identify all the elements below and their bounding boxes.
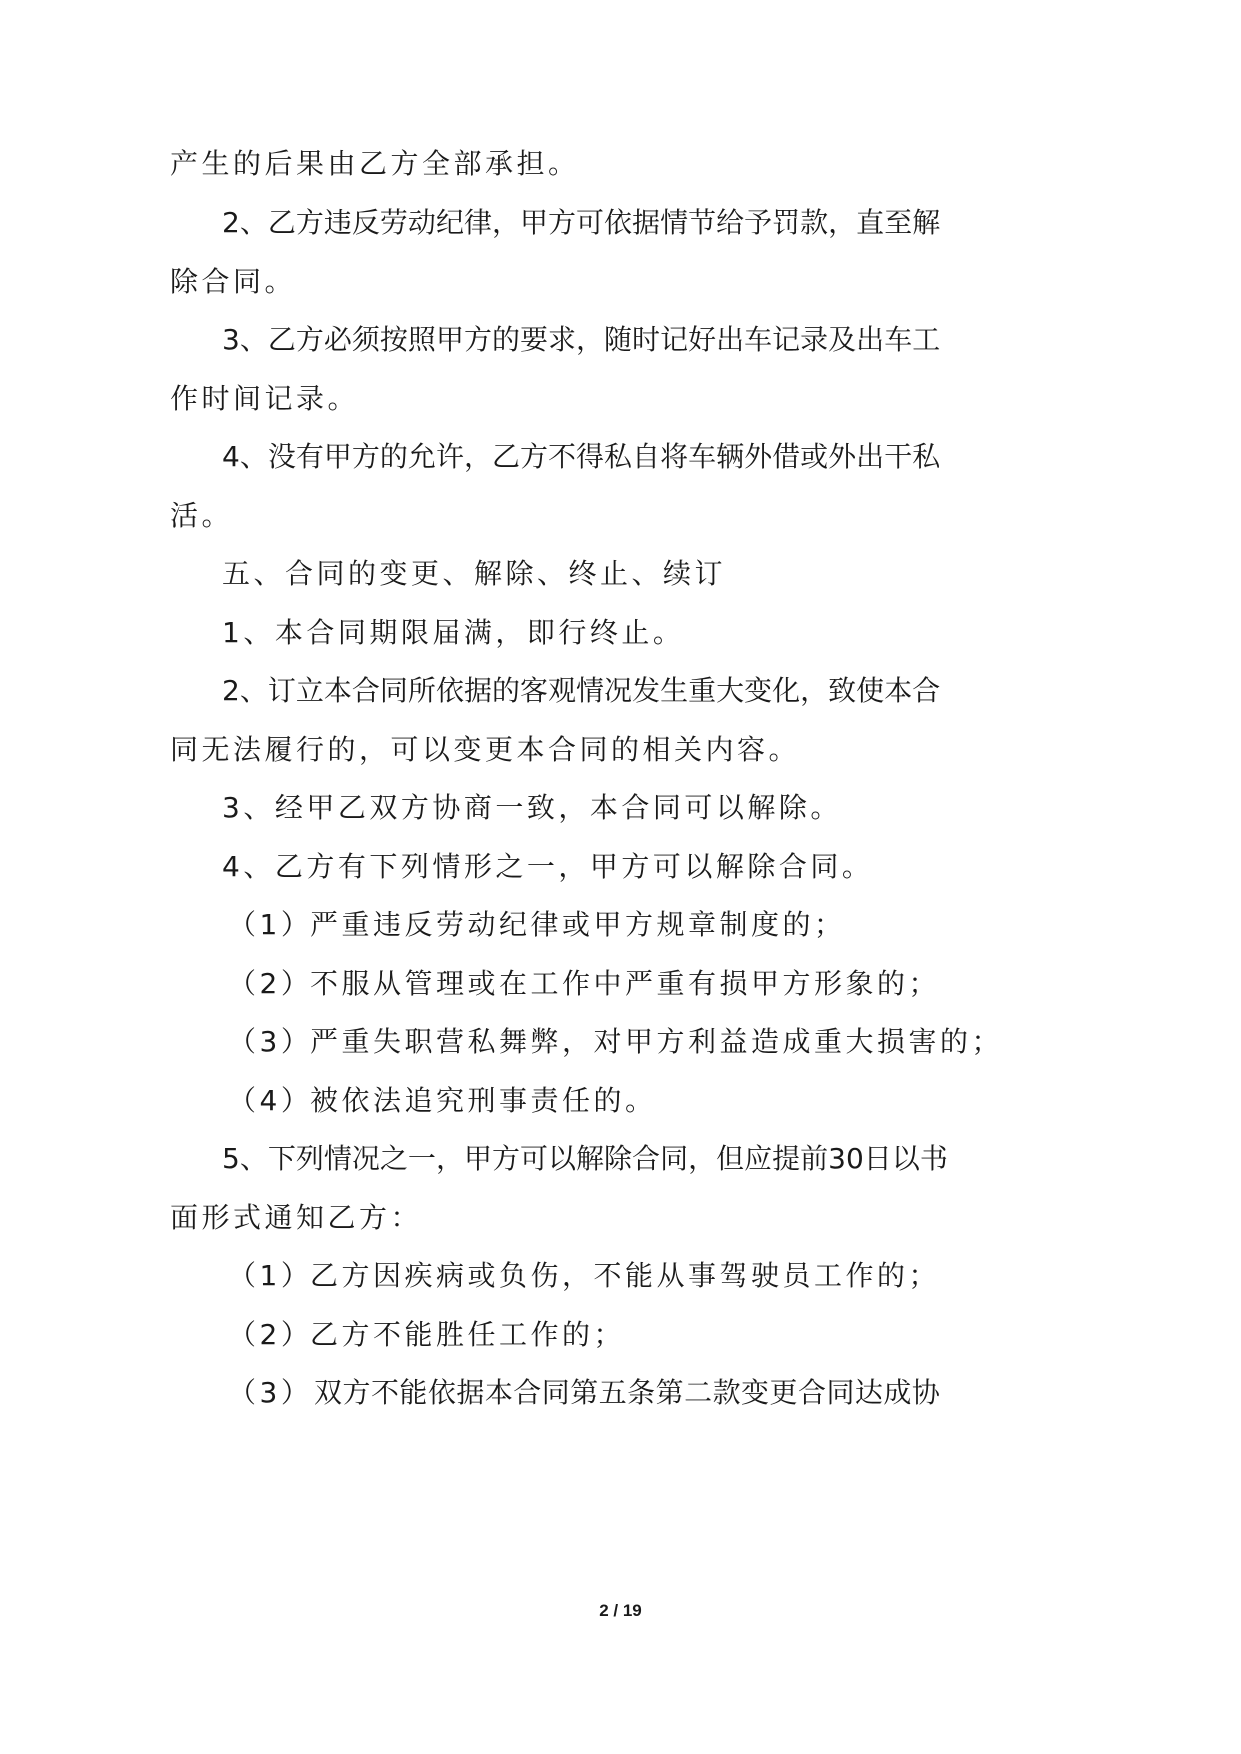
paragraph-line: 1、本合同期限届满，即行终止。	[222, 616, 685, 649]
paragraph-line: 活。	[170, 499, 234, 532]
text-glyph: 应	[744, 1142, 773, 1175]
text-glyph: 条	[627, 1376, 656, 1409]
text-glyph: 方	[295, 206, 324, 239]
text-glyph: 订	[267, 674, 296, 707]
text-glyph: 致	[828, 674, 857, 707]
text-glyph: 及	[828, 323, 857, 356]
text-glyph: 动	[407, 206, 436, 239]
list-item	[228, 907, 312, 943]
list-item-text-justified	[314, 1375, 940, 1411]
text-glyph: 至	[884, 206, 913, 239]
text-glyph: 日	[863, 1142, 892, 1175]
text-glyph: 本	[884, 674, 913, 707]
text-glyph: 律	[463, 206, 492, 239]
text-glyph: 但	[716, 1142, 745, 1175]
list-item-number: （4）	[228, 1084, 313, 1117]
list-item-text: 乙方因疾病或负伤，不能从事驾驶员工作的；	[310, 1259, 941, 1292]
text-glyph: 以	[891, 1142, 920, 1175]
text-glyph: 据	[456, 1376, 485, 1409]
text-glyph: 的	[379, 440, 408, 473]
text-glyph: 情	[576, 674, 605, 707]
text-glyph: 须	[351, 323, 380, 356]
text-glyph: 合	[912, 674, 941, 707]
text-glyph: 可	[519, 1142, 548, 1175]
paragraph-line: 产生的后果由乙方全部承担。	[170, 147, 580, 180]
text-glyph: 车	[688, 440, 717, 473]
text-glyph: ，	[800, 674, 829, 707]
text-glyph: 、	[239, 206, 268, 239]
list-item	[228, 1083, 312, 1119]
text-glyph: 照	[407, 323, 436, 356]
text-glyph: 方	[548, 206, 577, 239]
text-glyph: 款	[712, 1376, 741, 1409]
paragraph-line: 4、乙方有下列情形之一，甲方可以解除合同。	[222, 850, 874, 883]
paragraph-line: 同无法履行的，可以变更本合同的相关内容。	[170, 733, 801, 766]
text-glyph: 甲	[435, 323, 464, 356]
text-glyph: 之	[379, 1142, 408, 1175]
text-glyph: 30	[828, 1142, 864, 1175]
text-glyph: 纪	[435, 206, 464, 239]
text-glyph: 方	[351, 440, 380, 473]
text-glyph: 没	[267, 440, 296, 473]
text-glyph: 的	[491, 323, 520, 356]
list-item	[228, 966, 312, 1002]
list-item-text: 严重失职营私舞弊，对甲方利益造成重大损害的；	[310, 1025, 1004, 1058]
text-glyph: 列	[295, 1142, 324, 1175]
text-glyph: 予	[744, 206, 773, 239]
text-glyph: 生	[660, 674, 689, 707]
text-glyph: 劳	[379, 206, 408, 239]
text-glyph: 合	[351, 674, 380, 707]
text-glyph: 五	[598, 1376, 627, 1409]
text-glyph: 可	[576, 206, 605, 239]
text-glyph: 一	[407, 1142, 436, 1175]
text-glyph: 方	[463, 323, 492, 356]
paragraph-line: 面形式通知乙方：	[170, 1201, 423, 1234]
text-glyph: 更	[769, 1376, 798, 1409]
text-glyph: 不	[370, 1376, 399, 1409]
text-glyph: 求	[548, 323, 577, 356]
list-item-text: 乙方不能胜任工作的；	[310, 1318, 626, 1351]
text-glyph: 违	[323, 206, 352, 239]
text-glyph: 2	[222, 206, 240, 239]
text-glyph: 时	[632, 323, 661, 356]
list-item-text: 严重违反劳动纪律或甲方规章制度的；	[310, 908, 846, 941]
text-glyph: 据	[463, 674, 492, 707]
list-item-number: （1）	[228, 908, 313, 941]
text-glyph: 依	[427, 1376, 456, 1409]
list-item-number: （3）	[228, 1025, 313, 1058]
text-glyph: 同	[541, 1376, 570, 1409]
text-glyph: 甲	[463, 1142, 492, 1175]
list-item	[228, 1317, 312, 1353]
text-glyph: 能	[399, 1376, 428, 1409]
list-item	[228, 1375, 312, 1411]
text-glyph: 同	[826, 1376, 855, 1409]
text-glyph: 自	[632, 440, 661, 473]
text-glyph: 同	[379, 674, 408, 707]
text-glyph: 、	[239, 323, 268, 356]
list-item-text: 被依法追究刑事责任的。	[310, 1084, 657, 1117]
page-number: 2 / 19	[599, 1601, 642, 1620]
text-glyph: 外	[828, 440, 857, 473]
text-glyph: 所	[407, 674, 436, 707]
text-glyph: 合	[632, 1142, 661, 1175]
text-glyph: 甲	[323, 440, 352, 473]
text-glyph: 录	[800, 323, 829, 356]
text-glyph: ，	[491, 206, 520, 239]
text-glyph: 第	[655, 1376, 684, 1409]
text-glyph: 给	[716, 206, 745, 239]
text-glyph: 重	[688, 674, 717, 707]
text-glyph: 私	[912, 440, 941, 473]
text-glyph: 乙	[267, 323, 296, 356]
text-glyph: 况	[604, 674, 633, 707]
text-glyph: 、	[239, 440, 268, 473]
text-glyph: 依	[435, 674, 464, 707]
text-glyph: 节	[688, 206, 717, 239]
text-glyph: 同	[660, 1142, 689, 1175]
text-glyph: 甲	[519, 206, 548, 239]
text-glyph: 款	[800, 206, 829, 239]
text-glyph: 车	[744, 323, 773, 356]
text-glyph: 第	[570, 1376, 599, 1409]
text-glyph: 变	[741, 1376, 770, 1409]
text-glyph: 情	[323, 1142, 352, 1175]
paragraph-line-justified	[222, 1141, 948, 1177]
text-glyph: 或	[800, 440, 829, 473]
text-glyph: 干	[884, 440, 913, 473]
text-glyph: 出	[856, 440, 885, 473]
text-glyph: 不	[548, 440, 577, 473]
list-item-text: 不服从管理或在工作中严重有损甲方形象的；	[310, 967, 941, 1000]
text-glyph: 情	[660, 206, 689, 239]
text-glyph: 双	[314, 1376, 343, 1409]
paragraph-line-justified	[222, 205, 940, 241]
section-heading: 五、合同的变更、解除、终止、续订	[222, 557, 727, 590]
text-glyph: 下	[267, 1142, 296, 1175]
text-glyph: 提	[772, 1142, 801, 1175]
text-glyph: 记	[772, 323, 801, 356]
text-glyph: 大	[716, 674, 745, 707]
text-glyph: 以	[548, 1142, 577, 1175]
text-glyph: 、	[239, 1142, 268, 1175]
text-glyph: 协	[911, 1376, 940, 1409]
list-item-number: （2）	[228, 967, 313, 1000]
text-glyph: 况	[351, 1142, 380, 1175]
text-glyph: 允	[407, 440, 436, 473]
text-glyph: 达	[854, 1376, 883, 1409]
text-glyph: 、	[239, 674, 268, 707]
text-glyph: 乙	[267, 206, 296, 239]
text-glyph: 直	[856, 206, 885, 239]
text-glyph: 罚	[772, 206, 801, 239]
text-glyph: 合	[797, 1376, 826, 1409]
paragraph-line: 除合同。	[170, 265, 297, 298]
text-glyph: 借	[772, 440, 801, 473]
text-glyph: 得	[576, 440, 605, 473]
text-glyph: 反	[351, 206, 380, 239]
text-glyph: 3	[222, 323, 240, 356]
text-glyph: 书	[919, 1142, 948, 1175]
text-glyph: ，	[463, 440, 492, 473]
text-glyph: 2	[222, 674, 240, 707]
text-glyph: 5	[222, 1142, 240, 1175]
text-glyph: 本	[484, 1376, 513, 1409]
text-glyph: 出	[856, 323, 885, 356]
text-glyph: ，	[435, 1142, 464, 1175]
text-glyph: 据	[632, 206, 661, 239]
text-glyph: 立	[295, 674, 324, 707]
text-glyph: 解	[576, 1142, 605, 1175]
text-glyph: 许	[435, 440, 464, 473]
list-item-number: （1）	[228, 1259, 313, 1292]
text-glyph: 按	[379, 323, 408, 356]
text-glyph: 方	[519, 440, 548, 473]
text-glyph: 将	[660, 440, 689, 473]
text-glyph: 本	[323, 674, 352, 707]
text-glyph: 成	[883, 1376, 912, 1409]
text-glyph: 出	[716, 323, 745, 356]
text-glyph: 工	[912, 323, 941, 356]
list-item-number: （2）	[228, 1318, 313, 1351]
text-glyph: ，	[688, 1142, 717, 1175]
text-glyph: 必	[323, 323, 352, 356]
paragraph-line-justified	[222, 322, 940, 358]
paragraph-line: 3、经甲乙双方协商一致，本合同可以解除。	[222, 791, 842, 824]
text-glyph: ，	[576, 323, 605, 356]
text-glyph: 除	[604, 1142, 633, 1175]
text-glyph: 私	[604, 440, 633, 473]
text-glyph: 的	[491, 674, 520, 707]
text-glyph: 随	[604, 323, 633, 356]
text-glyph: 二	[684, 1376, 713, 1409]
text-glyph: 外	[744, 440, 773, 473]
text-glyph: 辆	[716, 440, 745, 473]
text-glyph: 使	[856, 674, 885, 707]
paragraph-line: 作时间记录。	[170, 382, 360, 415]
text-glyph: 依	[604, 206, 633, 239]
text-glyph: 发	[632, 674, 661, 707]
text-glyph: 前	[800, 1142, 829, 1175]
text-glyph: 客	[519, 674, 548, 707]
text-glyph: 有	[295, 440, 324, 473]
text-glyph: 要	[519, 323, 548, 356]
text-glyph: 合	[513, 1376, 542, 1409]
text-glyph: 乙	[491, 440, 520, 473]
text-glyph: 化	[772, 674, 801, 707]
paragraph-line-justified	[222, 673, 940, 709]
text-glyph: 变	[744, 674, 773, 707]
text-glyph: 好	[688, 323, 717, 356]
text-glyph: ，	[828, 206, 857, 239]
text-glyph: 方	[342, 1376, 371, 1409]
text-glyph: 方	[491, 1142, 520, 1175]
paragraph-line-justified	[222, 439, 940, 475]
list-item	[228, 1258, 312, 1294]
text-glyph: 记	[660, 323, 689, 356]
text-glyph: 方	[295, 323, 324, 356]
text-glyph: 观	[548, 674, 577, 707]
text-glyph: 解	[912, 206, 941, 239]
text-glyph: 车	[884, 323, 913, 356]
list-item	[228, 1024, 312, 1060]
text-glyph: 4	[222, 440, 240, 473]
list-item-number: （3）	[228, 1376, 313, 1409]
